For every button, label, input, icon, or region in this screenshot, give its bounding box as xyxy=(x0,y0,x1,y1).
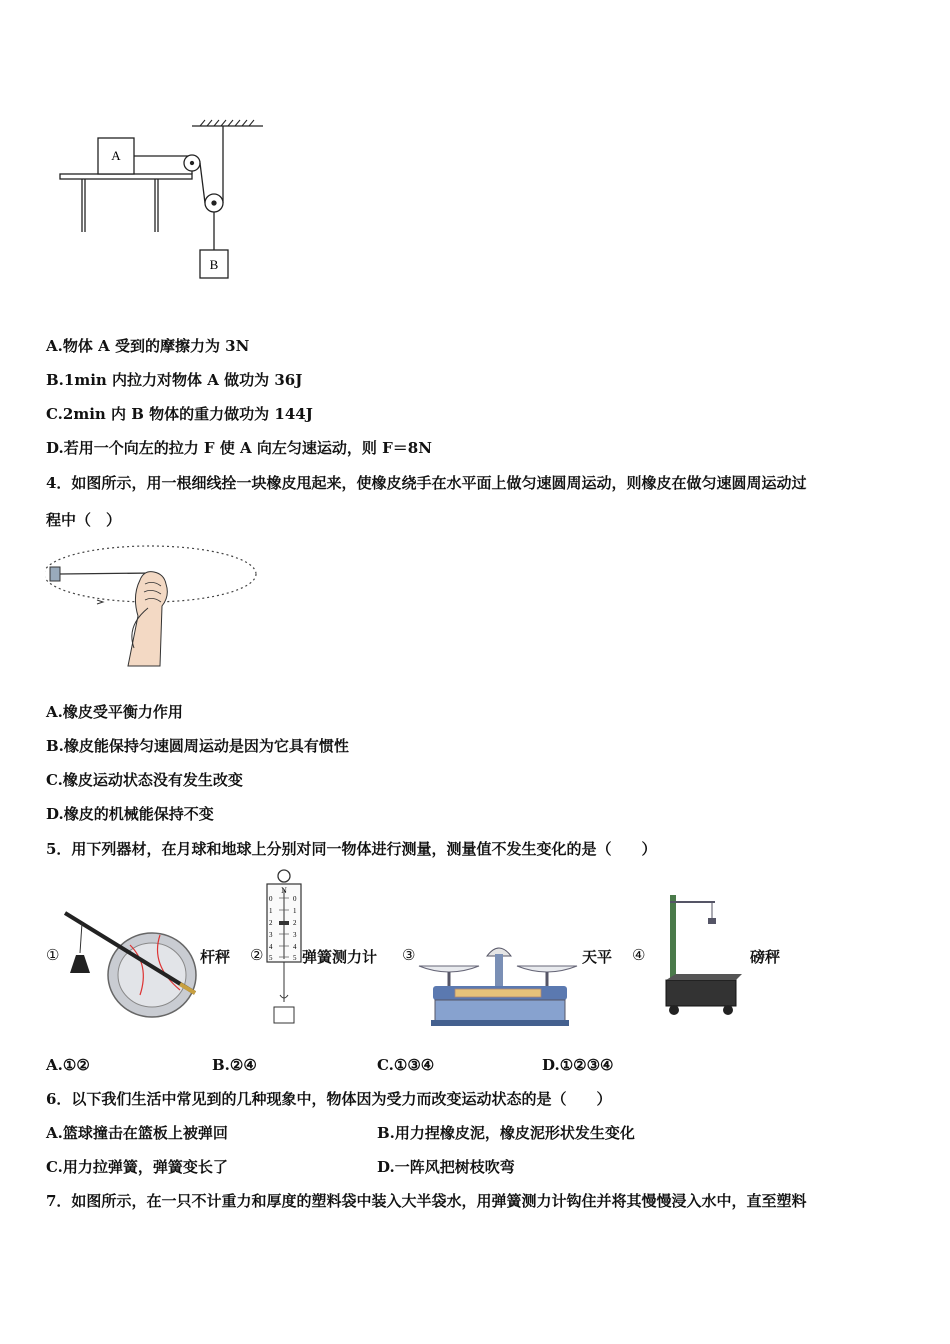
q6-option-b: B.用力捏橡皮泥，橡皮泥形状发生变化 xyxy=(377,1124,635,1142)
q6-option-d: D.一阵风把树枝吹弯 xyxy=(377,1158,515,1176)
tick-left-1: 1 xyxy=(269,907,273,915)
instrument-4-num: ④ xyxy=(632,946,646,964)
instrument-2-num: ② xyxy=(250,946,264,964)
tick-right-0: 0 xyxy=(293,895,297,903)
q5-option-c: C.①③④ xyxy=(377,1056,435,1074)
q7-stem: 7．如图所示，在一只不计重力和厚度的塑料袋中装入大半袋水，用弹簧测力计钩住并将其慢慢浸入水中，直至塑料 xyxy=(46,1192,807,1210)
balance-image xyxy=(415,942,585,1030)
tick-left-5: 5 xyxy=(269,954,273,962)
box-b-label: B xyxy=(209,257,219,272)
spring-scale-image xyxy=(262,867,302,1027)
spring-scale-unit: N xyxy=(281,886,287,895)
tick-left-0: 0 xyxy=(269,895,273,903)
q5-option-a: A.①② xyxy=(46,1056,90,1074)
tick-right-4: 4 xyxy=(293,943,297,951)
q4-stem-line1: 4．如图所示，用一根细线拴一块橡皮甩起来，使橡皮绕手在水平面上做匀速圆周运动，则橡皮在做匀速圆周运动过 xyxy=(46,474,807,492)
instrument-2-name: 弹簧测力计 xyxy=(302,948,378,966)
q6-option-a: A.篮球撞击在篮板上被弹回 xyxy=(46,1124,228,1142)
q4-option-a: A.橡皮受平衡力作用 xyxy=(46,703,183,721)
steelyard-image xyxy=(60,905,200,1025)
pulley-figure xyxy=(55,115,270,285)
platform-scale-image xyxy=(660,890,750,1025)
tick-right-1: 1 xyxy=(293,907,297,915)
q3-option-b: B.1min 内拉力对物体 A 做功为 36J xyxy=(46,371,303,389)
q5-option-d: D.①②③④ xyxy=(542,1056,614,1074)
q4-option-d: D.橡皮的机械能保持不变 xyxy=(46,805,214,823)
q4-option-b: B.橡皮能保持匀速圆周运动是因为它具有惯性 xyxy=(46,737,349,755)
q3-option-d: D.若用一个向左的拉力 F 使 A 向左匀速运动，则 F＝8N xyxy=(46,439,432,457)
eraser-circle-figure xyxy=(45,540,265,670)
tick-left-4: 4 xyxy=(269,943,273,951)
instrument-1-num: ① xyxy=(46,946,60,964)
q6-stem: 6．以下我们生活中常见到的几种现象中，物体因为受力而改变运动状态的是（ ） xyxy=(46,1090,612,1108)
q3-option-c: C.2min 内 B 物体的重力做功为 144J xyxy=(46,405,313,423)
box-a-label: A xyxy=(111,148,121,163)
q5-option-b: B.②④ xyxy=(212,1056,257,1074)
q4-stem-line2: 程中（ ） xyxy=(46,511,122,529)
instrument-3-name: 天平 xyxy=(582,948,613,966)
instrument-1-name: 杆秤 xyxy=(200,948,231,966)
tick-left-3: 3 xyxy=(269,931,273,939)
tick-right-3: 3 xyxy=(293,931,297,939)
instrument-4-name: 磅秤 xyxy=(750,948,781,966)
q3-option-a: A.物体 A 受到的摩擦力为 3N xyxy=(46,337,250,355)
tick-right-5: 5 xyxy=(293,954,297,962)
tick-left-2: 2 xyxy=(269,919,273,927)
q6-option-c: C.用力拉弹簧，弹簧变长了 xyxy=(46,1158,228,1176)
instrument-3-num: ③ xyxy=(402,946,416,964)
q4-option-c: C.橡皮运动状态没有发生改变 xyxy=(46,771,243,789)
tick-right-2: 2 xyxy=(293,919,297,927)
q5-stem: 5．用下列器材，在月球和地球上分别对同一物体进行测量，测量值不发生变化的是（ ） xyxy=(46,840,657,858)
